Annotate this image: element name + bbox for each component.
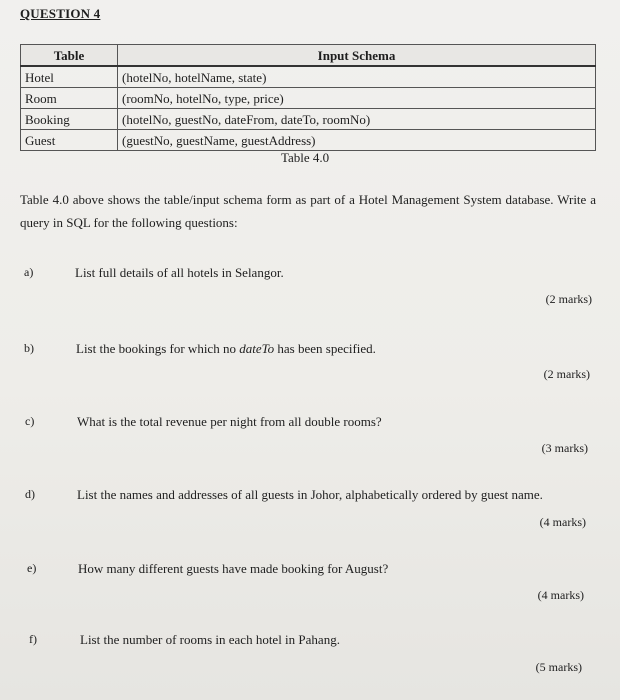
question-f-text-part: List the number of rooms in each hotel in Pahang. <box>80 632 340 647</box>
question-d-text-part: List the names and addresses of all guests in Johor, alphabetically ordered by guest name. <box>77 487 543 502</box>
table-name-guest: Guest <box>21 130 118 151</box>
schema-hotel: (hotelNo, hotelName, state) <box>118 66 596 88</box>
table-row <box>21 88 596 109</box>
table-row <box>21 66 596 88</box>
question-d-marks: (4 marks) <box>539 515 586 529</box>
question-b-text-after: has been specified. <box>274 341 376 356</box>
question-b-emphasis: dateTo <box>239 341 275 356</box>
question-c-marks: (3 marks) <box>541 441 588 455</box>
schema-room: (roomNo, hotelNo, type, price) <box>118 88 596 109</box>
question-c-letter: c) <box>25 414 35 428</box>
question-e-letter: e) <box>27 561 37 575</box>
question-b-text <box>76 341 376 357</box>
question-c-text <box>77 414 382 430</box>
question-f-marks: (5 marks) <box>535 660 582 674</box>
question-a-letter: a) <box>24 265 34 279</box>
header-input-schema: Input Schema <box>118 45 596 67</box>
schema-table <box>20 44 596 151</box>
question-d-letter: d) <box>25 487 35 501</box>
question-b-marks: (2 marks) <box>543 367 590 381</box>
question-e-marks: (4 marks) <box>537 588 584 602</box>
schema-guest: (guestNo, guestName, guestAddress) <box>118 130 596 151</box>
question-a-text <box>75 265 284 281</box>
intro-paragraph: Table 4.0 above shows the table/input schema form as part of a Hotel Management System database. Write a query in SQL for the following questions: <box>20 192 596 230</box>
schema-table-header <box>21 45 596 67</box>
table-caption: Table 4.0 <box>281 150 330 165</box>
question-c-text-part: What is the total revenue per night from all double rooms? <box>77 414 382 429</box>
question-a-text-part: List full details of all hotels in Selangor. <box>75 265 284 280</box>
table-name-hotel: Hotel <box>21 66 118 88</box>
schema-booking: (hotelNo, guestNo, dateFrom, dateTo, roomNo) <box>118 109 596 130</box>
header-table: Table <box>21 45 118 67</box>
question-e-text <box>78 561 388 577</box>
table-name-room: Room <box>21 88 118 109</box>
question-d-text <box>77 487 543 503</box>
question-f-text <box>80 632 340 648</box>
question-title: QUESTION 4 <box>20 6 101 21</box>
table-row <box>21 109 596 130</box>
question-f-letter: f) <box>29 632 37 646</box>
question-b-text-before: List the bookings for which no <box>76 341 240 356</box>
question-a-marks: (2 marks) <box>545 292 592 306</box>
table-row <box>21 130 596 151</box>
question-b-letter: b) <box>24 341 34 355</box>
table-name-booking: Booking <box>21 109 118 130</box>
question-e-text-part: How many different guests have made booking for August? <box>78 561 389 576</box>
